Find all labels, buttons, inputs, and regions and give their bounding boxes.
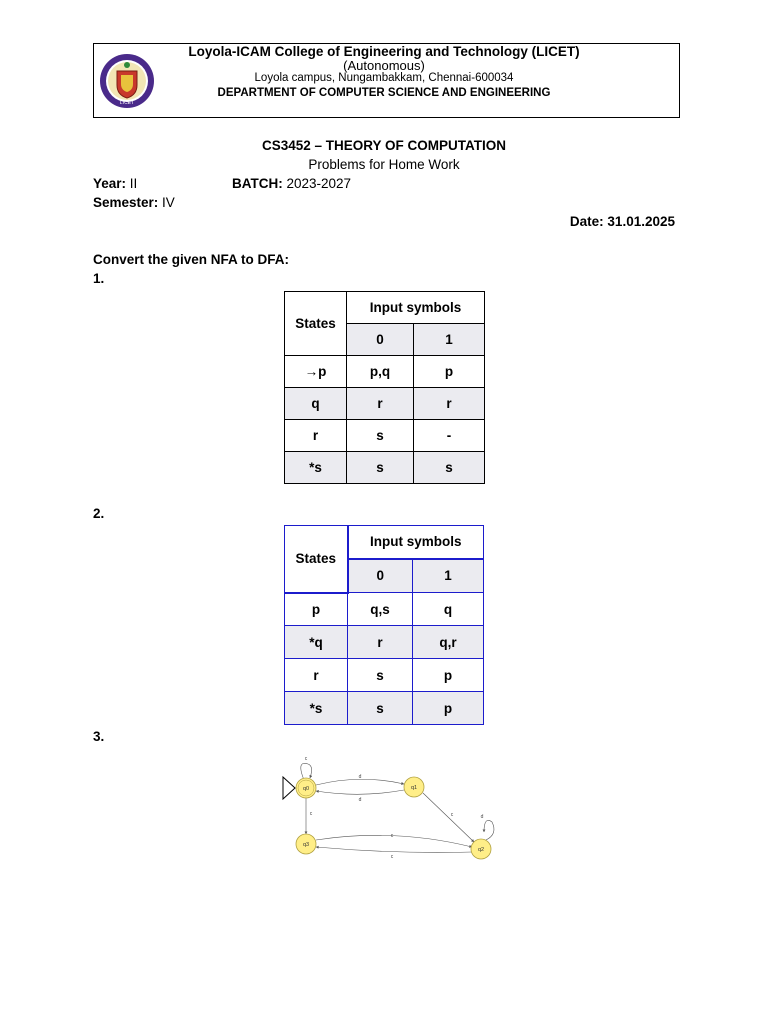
- course-subtitle: Problems for Home Work: [308, 157, 460, 172]
- transition-cell: p,q: [347, 356, 414, 388]
- semester-value: IV: [158, 195, 175, 210]
- symbol-0-header: 0: [347, 324, 414, 356]
- state-cell: →p: [285, 356, 347, 388]
- state-cell: *q: [285, 626, 348, 659]
- state-cell: p: [285, 593, 348, 626]
- table-row: [285, 452, 485, 484]
- label-q2-q3: c: [390, 854, 394, 860]
- date-label: Date: 31.01.2025: [569, 214, 675, 229]
- input-symbols-header: Input symbols: [348, 526, 484, 559]
- label-q1-q2: c: [450, 812, 454, 818]
- transition-cell: s: [348, 692, 413, 725]
- label-q0-self: c: [304, 756, 308, 762]
- state-cell: q: [285, 388, 347, 420]
- transition-table-1: [284, 291, 485, 484]
- state-cell: *s: [285, 692, 348, 725]
- batch-label: BATCH:: [232, 176, 283, 191]
- transition-cell: q,r: [413, 626, 484, 659]
- problem-number-1: 1.: [93, 271, 105, 286]
- college-address: Loyola campus, Nungambakkam, Chennai-600034: [254, 72, 514, 84]
- state-cell: r: [285, 659, 348, 692]
- edge-q2-self: [484, 820, 494, 840]
- transition-cell: r: [348, 626, 413, 659]
- course-title: CS3452 – THEORY OF COMPUTATION: [261, 138, 507, 153]
- transition-cell: p: [413, 659, 484, 692]
- label-q2-self: d: [480, 814, 484, 820]
- symbol-1-header: 1: [414, 324, 485, 356]
- transition-cell: p: [413, 692, 484, 725]
- transition-cell: -: [414, 420, 485, 452]
- state-node-q2: [471, 839, 491, 859]
- year-line: [93, 176, 137, 191]
- transition-cell: q: [413, 593, 484, 626]
- states-header: States: [285, 292, 347, 356]
- nfa-state-diagram: [280, 752, 502, 864]
- edge-q0-self: [301, 763, 312, 780]
- problem-number-2: 2.: [93, 506, 105, 521]
- transition-cell: s: [414, 452, 485, 484]
- transition-cell: r: [347, 388, 414, 420]
- table-row: [285, 692, 484, 725]
- autonomous-label: (Autonomous): [343, 58, 425, 73]
- edge-q0-q1: [316, 779, 404, 785]
- batch-value: 2023-2027: [282, 176, 352, 191]
- svg-text:LICET: LICET: [119, 100, 135, 106]
- state-node-q0: [296, 778, 316, 798]
- svg-text:q1: q1: [410, 785, 418, 791]
- transition-table-2: [284, 525, 484, 725]
- table-row: [285, 593, 484, 626]
- semester-label: Semester:: [93, 195, 159, 210]
- problem-number-3: 3.: [93, 729, 105, 744]
- start-arrow-icon: [283, 777, 295, 799]
- table-row: [285, 626, 484, 659]
- svg-text:q2: q2: [477, 847, 485, 853]
- svg-text:q0: q0: [302, 786, 310, 792]
- department-name: DEPARTMENT OF COMPUTER SCIENCE AND ENGINEERING: [217, 87, 551, 99]
- table-row: [285, 356, 485, 388]
- edge-q1-q2: [423, 793, 474, 842]
- edge-q3-q2: [316, 835, 472, 847]
- transition-cell: s: [347, 420, 414, 452]
- states-header: States: [285, 526, 348, 593]
- svg-text:q3: q3: [302, 842, 310, 848]
- transition-cell: r: [414, 388, 485, 420]
- edge-q1-q0: [316, 790, 404, 794]
- edge-q2-q3: [316, 847, 472, 852]
- year-label: Year:: [93, 176, 127, 191]
- label-q3-q2: c: [390, 833, 394, 839]
- transition-cell: s: [348, 659, 413, 692]
- label-q0-q3: c: [309, 811, 313, 817]
- semester-line: [93, 195, 175, 210]
- transition-cell: q,s: [348, 593, 413, 626]
- transition-cell: s: [347, 452, 414, 484]
- state-cell: r: [285, 420, 347, 452]
- table-row: [285, 420, 485, 452]
- input-symbols-header: Input symbols: [347, 292, 485, 324]
- state-cell: *s: [285, 452, 347, 484]
- transition-cell: p: [414, 356, 485, 388]
- symbol-0-header: 0: [348, 559, 413, 593]
- symbol-1-header: 1: [413, 559, 484, 593]
- state-node-q3: [296, 834, 316, 854]
- table-row: [285, 388, 485, 420]
- label-q0-q1: d: [358, 774, 362, 780]
- table-row: [285, 659, 484, 692]
- label-q1-q0: d: [358, 797, 362, 803]
- year-value: II: [126, 176, 138, 191]
- college-name: Loyola-ICAM College of Engineering and Technology (LICET): [188, 44, 580, 59]
- question-text: Convert the given NFA to DFA:: [93, 252, 290, 267]
- batch-line: [232, 176, 351, 191]
- state-node-q1: [404, 777, 424, 797]
